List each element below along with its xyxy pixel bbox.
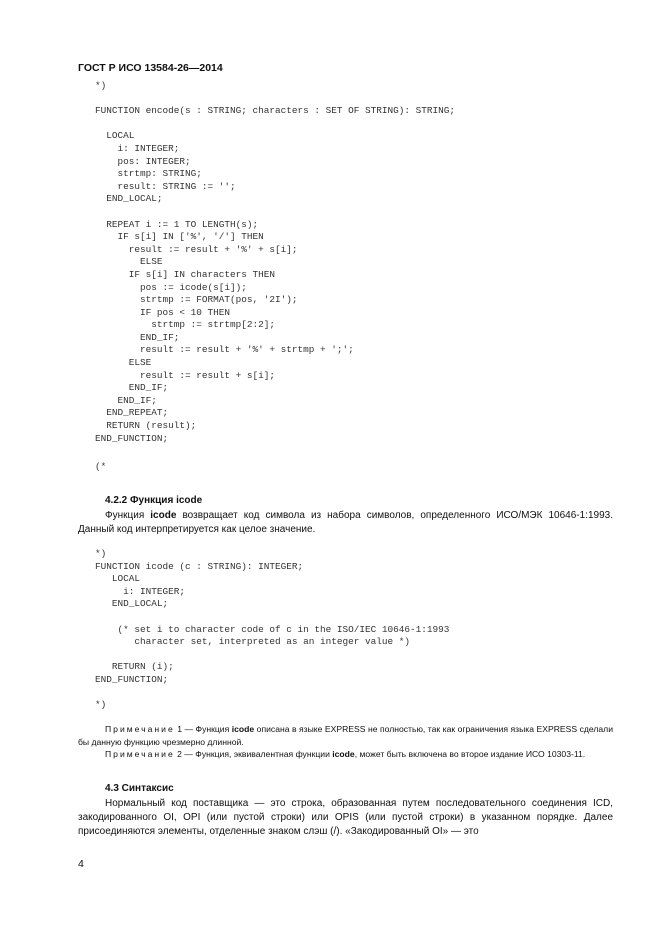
page-number: 4 <box>78 858 84 870</box>
code-close-comment: (* <box>95 461 107 472</box>
section-4-2-2-paragraph: Функция icode возвращает код символа из набора символов, определенного ИСО/МЭК 10646-1:1993. Данный код интерпретируется как целое значение. <box>78 510 613 535</box>
section-4-3-heading: 4.3 Синтаксис <box>105 783 174 794</box>
note-2: Примечание 2 — Функция, эквивалентная функции icode, может быть включена во второе издание ИСО 10303-11. <box>105 749 586 759</box>
code-block-encode: *) FUNCTION encode(s : STRING; characters : SET OF STRING): STRING; LOCAL i: INTEGER; pos: INTEGER; strtmp: STRING; result: STRING := ''; END_LOCAL; REPEAT i := 1 TO LENGTH(s); IF s[i] IN ['%', '/'] THEN result := result + '%' + s[i]; ELSE IF s[i] IN characters THEN pos := icode(s[i]); strtmp := FORMAT(pos, '2I'); IF pos < 10 THEN strtmp := strtmp[2:2]; END_IF; result := result + '%' + strtmp + ';'; ELSE result := result + s[i]; END_IF; END_IF; END_REPEAT; RETURN (result); END_FUNCTION; <box>95 80 456 444</box>
note-1: Примечание 1 — Функция icode описана в языке EXPRESS не полностью, так как ограничения языка EXPRESS сделали бы данную функцию чрезмерно длинной. <box>78 724 613 747</box>
page-header: ГОСТ Р ИСО 13584-26—2014 <box>78 62 223 74</box>
section-4-2-2-heading: 4.2.2 Функция icode <box>105 495 203 506</box>
code-block-icode: *) FUNCTION icode (c : STRING): INTEGER; LOCAL i: INTEGER; END_LOCAL; (* set i to character code of c in the ISO/IEC 10646-1:1993 character set, interpreted as an integer value *) RETURN (i); END_FUNCTION; *) <box>95 548 450 711</box>
section-4-3-paragraph: Нормальный код поставщика — это строка, образованная путем последовательного соединения ICD, закодированного OI, OPI (или пустой строки) или OPIS (или пустой строки) в указанном порядке. Далее присоединяются элементы, отделенные знаком слэш (/). «Закодированный OI» — это <box>78 798 613 837</box>
